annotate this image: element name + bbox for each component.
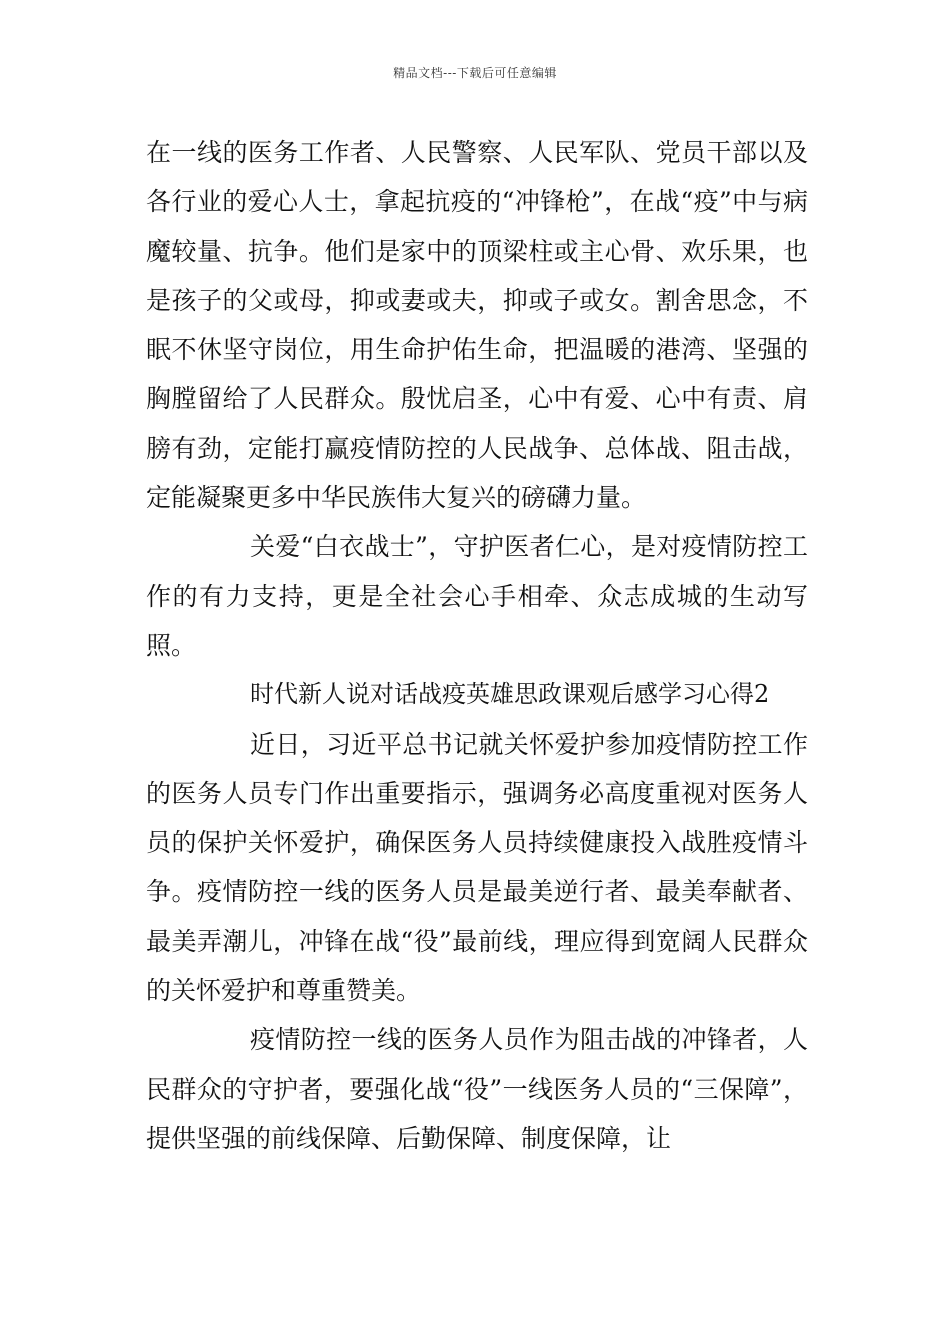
document-body <box>146 128 808 1163</box>
page-header: 精品文档---下载后可任意编辑 <box>393 66 557 80</box>
paragraph-1: 在一线的医务工作者、人民警察、人民军队、党员干部以及各行业的爱心人士，拿起抗疫的“冲锋枪”，在战“疫”中与病魔较量、抗争。他们是家中的顶梁柱或主心骨、欢乐果，也是孩子的父或母，抑或妻或夫，抑或子或女。割舍思念，不眠不休坚守岗位，用生命护佑生命，把温暖的港湾、坚强的胸膛留给了人民群众。殷忧启圣，心中有爱、心中有责、肩膀有劲，定能打赢疫情防控的人民战争、总体战、阻击战，定能凝聚更多中华民族伟大复兴的磅礴力量。 <box>146 138 808 513</box>
paragraph-3: 近日，习近平总书记就关怀爱护参加疫情防控工作的医务人员专门作出重要指示，强调务必高度重视对医务人员的保护关怀爱护，确保医务人员持续健康投入战胜疫情斗争。疫情防控一线的医务人员是最美逆行者、最美奉献者、最美弄潮儿，冲锋在战“役”最前线，理应得到宽阔人民群众的关怀爱护和尊重赞美。 <box>146 729 808 1006</box>
paragraph-2: 关爱“白衣战士”，守护医者仁心，是对疫情防控工作的有力支持，更是全社会心手相牵、众志成城的生动写照。 <box>146 532 808 660</box>
paragraph-4: 疫情防控一线的医务人员作为阻击战的冲锋者，人民群众的守护者，要强化战“役”一线医务人员的“三保障”，提供坚强的前线保障、后勤保障、制度保障，让 <box>146 1025 808 1153</box>
section-title: 时代新人说对话战疫英雄思政课观后感学习心得2 <box>250 680 770 709</box>
